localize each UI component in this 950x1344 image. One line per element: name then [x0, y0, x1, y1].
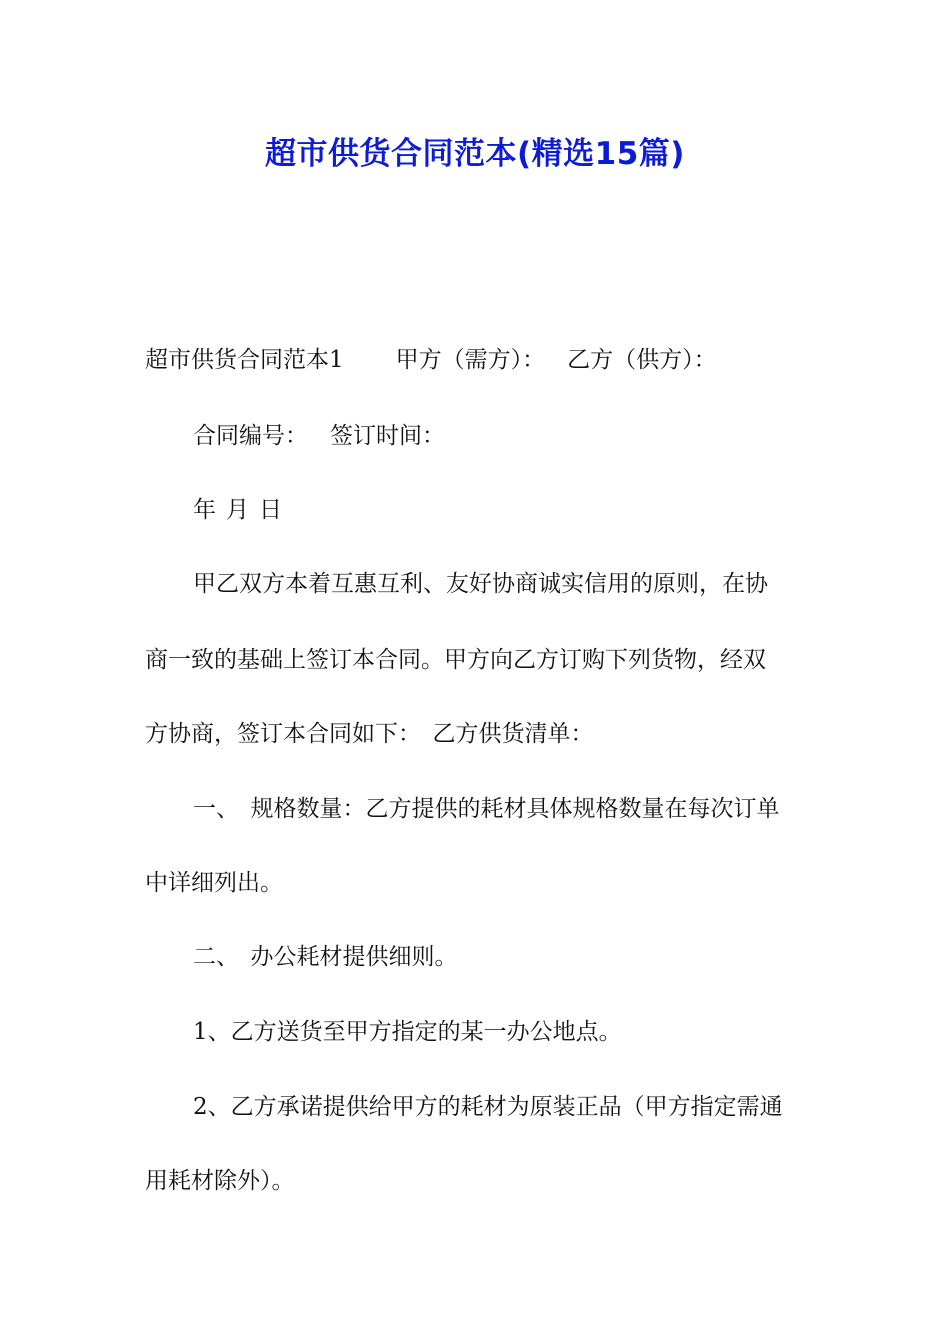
paragraph-line: 中详细列出。	[145, 870, 283, 896]
date-line	[193, 495, 282, 525]
party-a-label: 甲方（需方）：	[395, 347, 546, 373]
paragraph-line: 二、 办公耗材提供细则。	[193, 944, 458, 970]
paragraph-line: 商一致的基础上签订本合同。甲方向乙方订购下列货物，经双	[145, 647, 766, 673]
meta-line	[193, 421, 445, 451]
paragraph-line: 一、 规格数量：乙方提供的耗材具体规格数量在每次订单	[193, 796, 780, 822]
document-title: 超市供货合同范本(精选15篇)	[265, 136, 685, 172]
month-label: 月	[226, 497, 249, 523]
paragraph-line: 用耗材除外）。	[145, 1168, 295, 1194]
sign-time-label: 签订时间：	[330, 423, 445, 449]
header-line	[145, 345, 717, 375]
paragraph-line: 2、乙方承诺提供给甲方的耗材为原装正品（甲方指定需通	[193, 1094, 783, 1120]
paragraph-line: 1、乙方送货至甲方指定的某一办公地点。	[193, 1019, 622, 1045]
section-name: 超市供货合同范本1	[145, 347, 344, 373]
paragraph-line: 甲乙双方本着互惠互利、友好协商诚实信用的原则，在协	[193, 571, 768, 597]
party-b-label: 乙方（供方）：	[567, 347, 717, 373]
paragraph-line: 方协商，签订本合同如下： 乙方供货清单：	[145, 721, 594, 747]
year-label: 年	[193, 497, 216, 523]
contract-number-label: 合同编号：	[193, 423, 308, 449]
day-label: 日	[259, 497, 282, 523]
